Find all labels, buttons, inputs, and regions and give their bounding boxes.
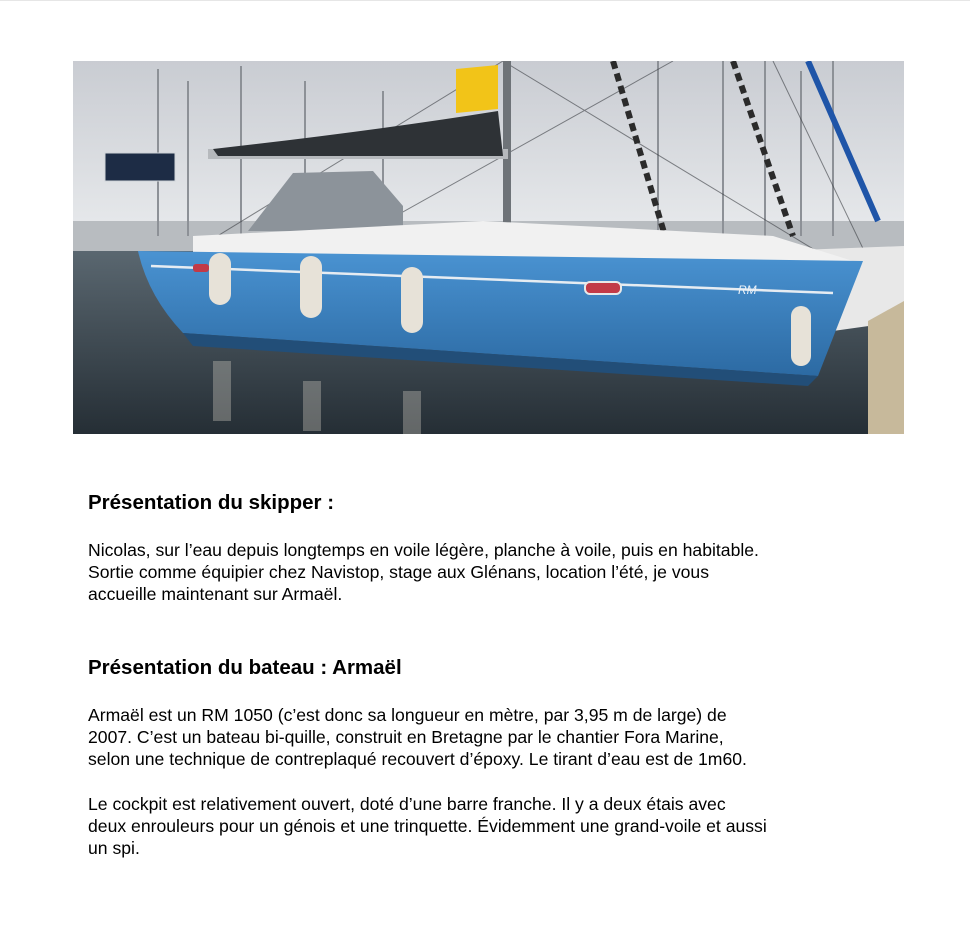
text-line: deux enrouleurs pour un génois et une trinquette. Évidemment une grand-voile et aussi — [88, 816, 767, 836]
fender — [401, 267, 423, 333]
porthole-2 — [193, 264, 209, 272]
text-line: Le cockpit est relativement ouvert, doté d’une barre franche. Il y a deux étais avec — [88, 794, 726, 814]
paragraph-boat-specs — [88, 704, 747, 770]
text-line: Nicolas, sur l’eau depuis longtemps en voile légère, planche à voile, puis en habitable. — [88, 540, 759, 560]
fender — [209, 253, 231, 305]
heading-skipper: Présentation du skipper : — [88, 491, 335, 514]
pontoon — [868, 301, 904, 434]
text-line: Armaël est un RM 1050 (c’est donc sa longueur en mètre, par 3,95 m de large) de — [88, 705, 727, 725]
text-line: un spi. — [88, 838, 140, 858]
page-top-divider — [0, 0, 970, 1]
text-line: Sortie comme équipier chez Navistop, stage aux Glénans, location l’été, je vous — [88, 562, 709, 582]
hull-mark: RM — [738, 283, 757, 297]
solar-panel — [105, 153, 175, 181]
text-line: 2007. C’est un bateau bi-quille, construit en Bretagne par le chantier Fora Marine, — [88, 727, 724, 747]
paragraph-skipper — [88, 539, 759, 605]
paragraph-boat-rigging — [88, 793, 767, 859]
text-line: accueille maintenant sur Armaël. — [88, 584, 343, 604]
fender — [300, 256, 322, 318]
boat-photo — [73, 61, 904, 434]
fender — [791, 306, 811, 366]
heading-boat: Présentation du bateau : Armaël — [88, 656, 402, 679]
flag — [456, 65, 498, 113]
text-line: selon une technique de contreplaqué recouvert d’époxy. Le tirant d’eau est de 1m60. — [88, 749, 747, 769]
porthole — [585, 282, 621, 294]
